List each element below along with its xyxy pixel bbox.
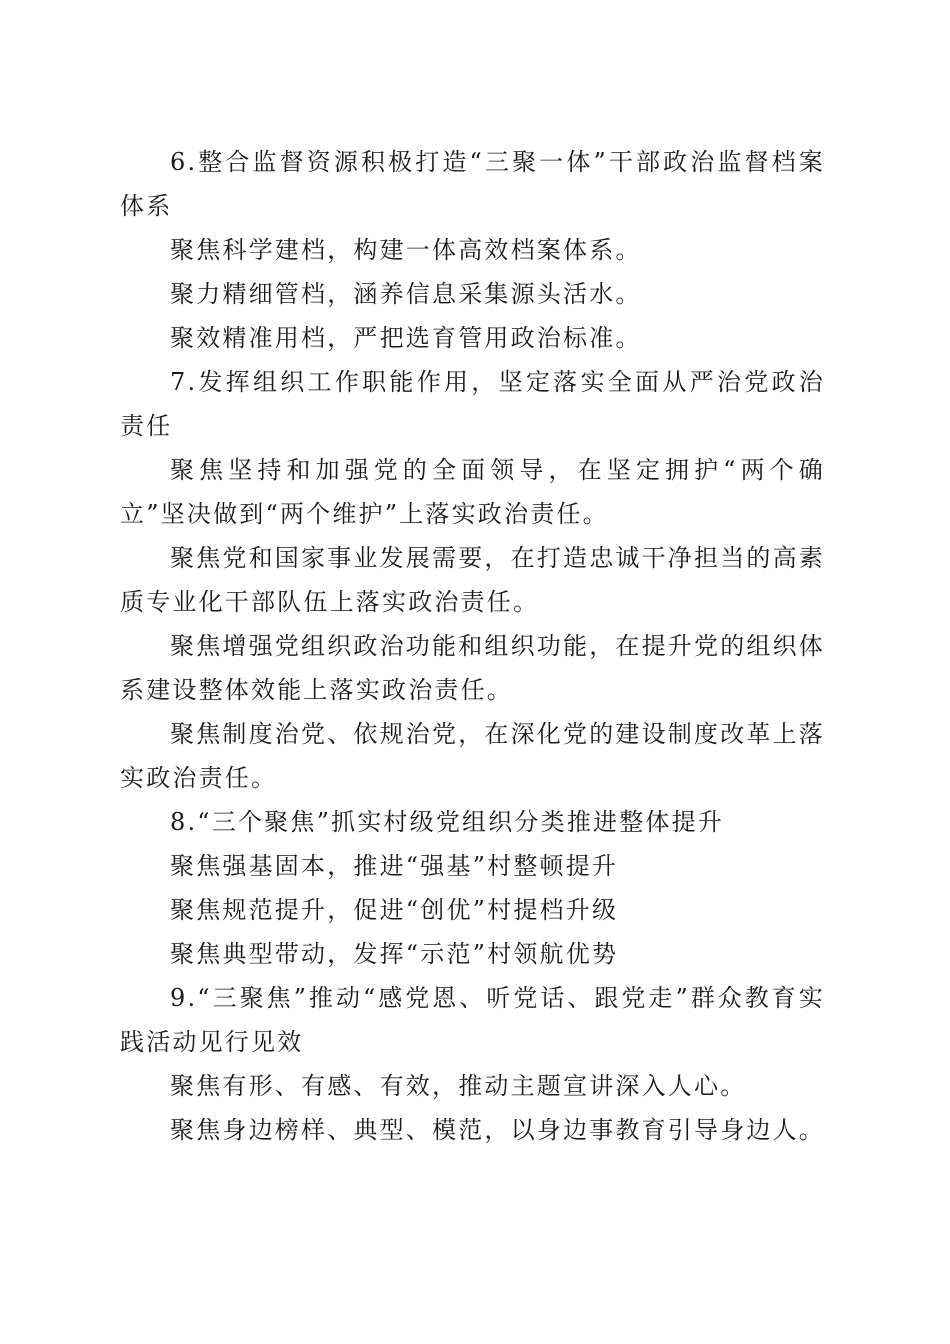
body-paragraph: 聚焦有形、有感、有效，推动主题宣讲深入人心。	[170, 1072, 747, 1100]
section-heading-8: 8.“三个聚焦”抓实村级党组织分类推进整体提升	[170, 808, 725, 836]
body-paragraph: 聚焦强基固本，推进“强基”村整顿提升	[170, 852, 619, 880]
section-heading-7: 7.发挥组织工作职能作用，坚定落实全面从严治党政治责任	[120, 368, 825, 440]
body-paragraph: 聚效精准用档，严把选育管用政治标准。	[170, 324, 642, 352]
body-paragraph: 聚焦典型带动，发挥“示范”村领航优势	[170, 940, 619, 968]
section-heading-9: 9.“三聚焦”推动“感党恩、听党话、跟党走”群众教育实践活动见行见效	[120, 984, 825, 1056]
body-paragraph: 聚焦科学建档，构建一体高效档案体系。	[170, 236, 642, 264]
section-heading-6: 6.整合监督资源积极打造“三聚一体”干部政治监督档案体系	[120, 148, 825, 220]
body-paragraph: 聚焦身边榜样、典型、模范，以身边事教育引导身边人。	[170, 1116, 825, 1144]
body-paragraph: 聚焦制度治党、依规治党，在深化党的建设制度改革上落实政治责任。	[120, 720, 825, 792]
body-paragraph: 聚力精细管档，涵养信息采集源头活水。	[170, 280, 642, 308]
body-paragraph: 聚焦党和国家事业发展需要，在打造忠诚干净担当的高素质专业化干部队伍上落实政治责任。	[120, 544, 825, 616]
body-paragraph: 聚焦坚持和加强党的全面领导，在坚定拥护“两个确立”坚决做到“两个维护”上落实政治责任。	[120, 456, 825, 528]
document-body	[120, 140, 825, 1152]
body-paragraph: 聚焦规范提升，促进“创优”村提档升级	[170, 896, 619, 924]
body-paragraph: 聚焦增强党组织政治功能和组织功能，在提升党的组织体系建设整体效能上落实政治责任。	[120, 632, 825, 704]
